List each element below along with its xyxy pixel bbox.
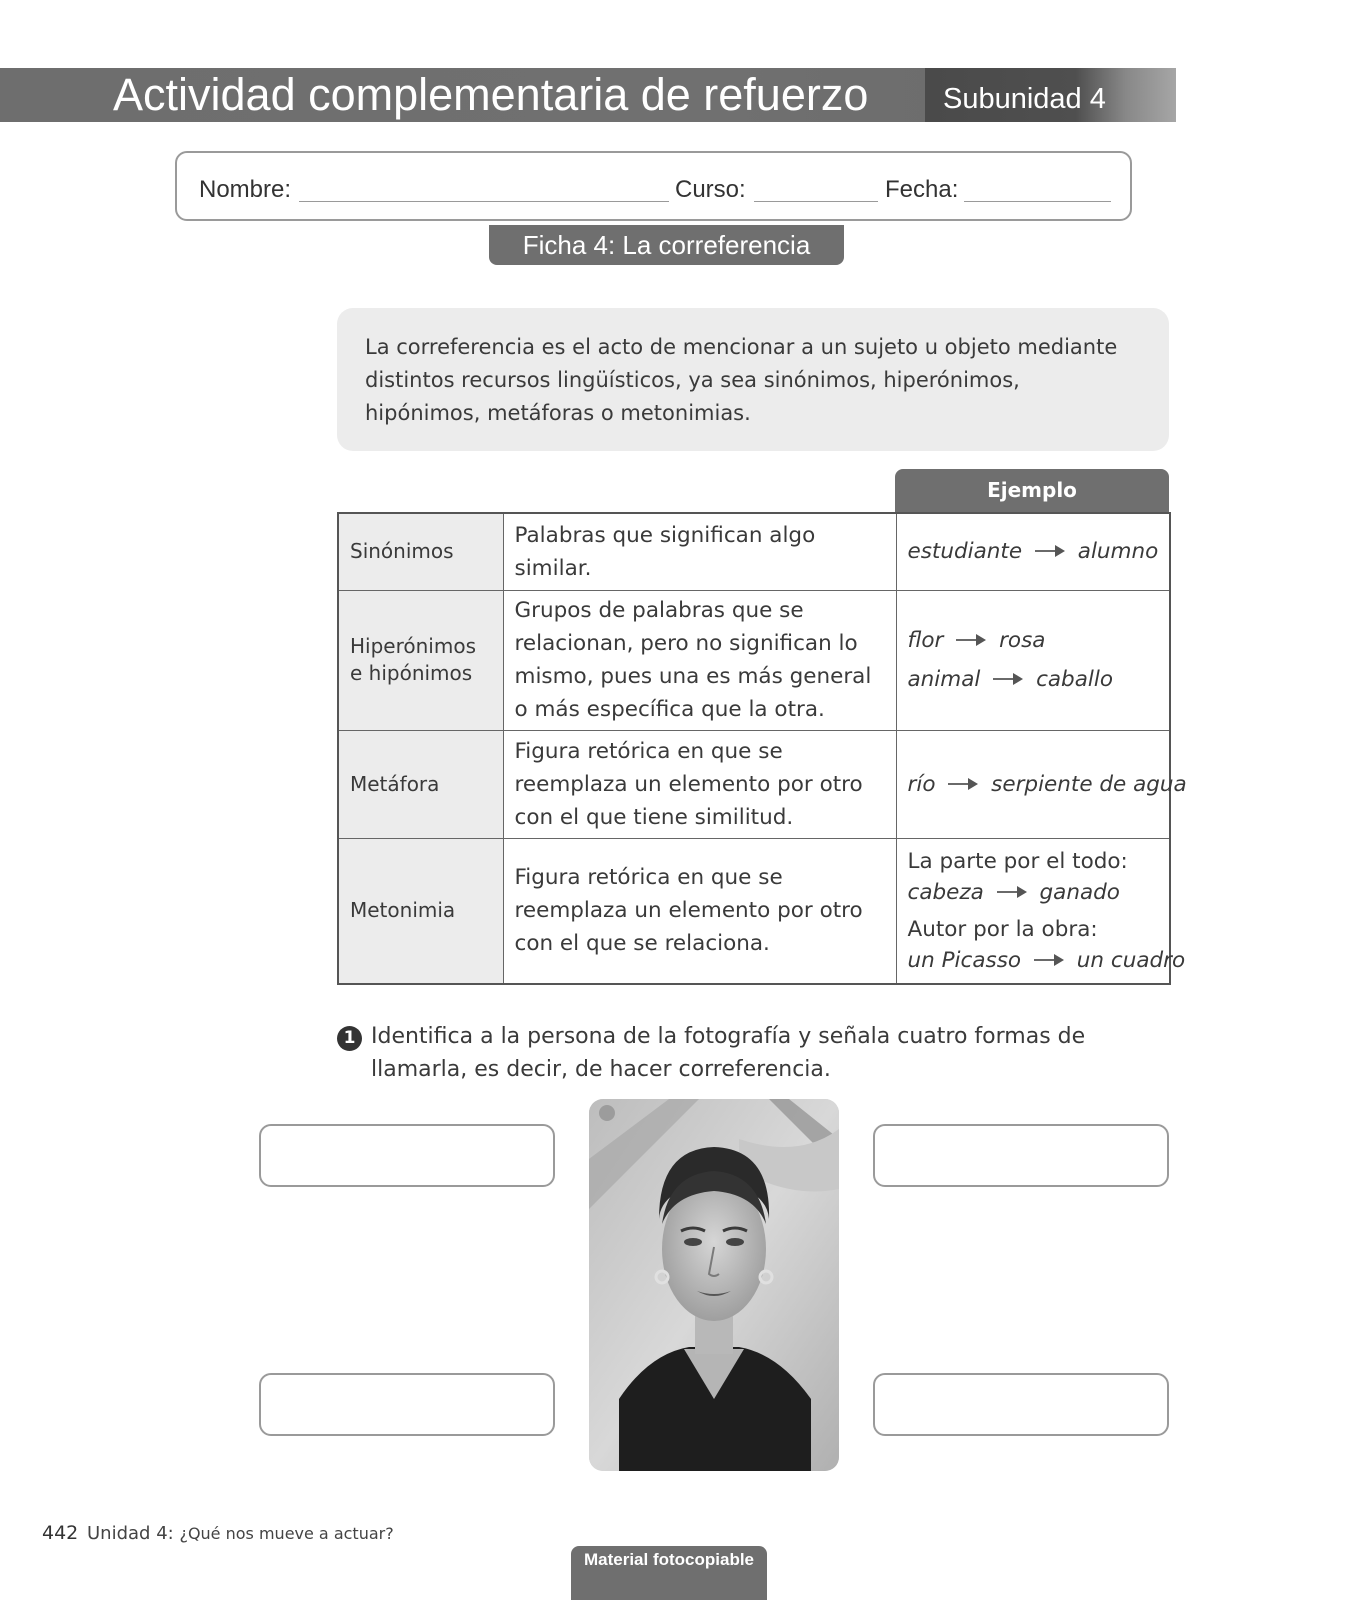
example-to: un cuadro — [1076, 947, 1186, 973]
example-category: La parte por el todo: — [907, 848, 1128, 874]
example-to: serpiente de agua — [991, 771, 1187, 797]
example-cell — [896, 590, 1170, 730]
example-cell — [896, 730, 1187, 838]
example-line — [908, 621, 1159, 660]
unit-label — [87, 1523, 394, 1544]
student-info-box — [175, 151, 1132, 221]
example-line — [907, 945, 1186, 976]
arrow-right-icon — [956, 633, 986, 647]
example-cell — [896, 838, 1186, 984]
unit-subtitle: ¿Qué nos mueve a actuar? — [179, 1524, 394, 1543]
example-column-header: Ejemplo — [895, 469, 1169, 512]
term-cell: Metáfora — [338, 730, 503, 838]
example-line — [908, 877, 1159, 908]
example-line — [908, 660, 1159, 699]
name-label: Nombre: — [199, 176, 292, 203]
example-line — [907, 768, 1187, 801]
name-field[interactable] — [299, 201, 669, 202]
arrow-right-icon — [948, 777, 978, 791]
term-cell: Metonimia — [338, 838, 503, 984]
table-row — [338, 838, 1170, 984]
term-cell: Hiperónimos e hipónimos — [338, 590, 503, 730]
course-field[interactable] — [754, 201, 878, 202]
answer-box-top-left[interactable] — [259, 1124, 555, 1187]
example-to: rosa — [999, 628, 1046, 653]
answer-box-bottom-right[interactable] — [873, 1373, 1169, 1436]
table-row — [338, 513, 1170, 590]
example-to: ganado — [1039, 879, 1120, 905]
term-cell: Sinónimos — [338, 513, 503, 590]
exercise-instruction: Identifica a la persona de la fotografía y señala cuatro formas de llamarla, es decir, de hacer correferencia. — [371, 1024, 1086, 1082]
person-photo — [589, 1099, 839, 1471]
arrow-right-icon — [997, 885, 1027, 899]
date-field[interactable] — [964, 201, 1111, 202]
portrait-image — [589, 1099, 839, 1471]
example-from: flor — [907, 628, 944, 653]
worksheet-title: Ficha 4: La correferencia — [489, 225, 844, 265]
course-label: Curso: — [675, 176, 746, 203]
table-row — [338, 590, 1170, 730]
example-to: caballo — [1036, 667, 1113, 692]
subunit-label: Subunidad 4 — [943, 83, 1106, 115]
definition-cell: Palabras que significan algo similar. — [503, 513, 896, 590]
page-number: 442 — [42, 1522, 79, 1544]
date-label: Fecha: — [885, 176, 959, 203]
answer-box-top-right[interactable] — [873, 1124, 1169, 1187]
example-to: alumno — [1077, 539, 1159, 565]
definition-cell: Figura retórica en que se reemplaza un elemento por otro con el que tiene similitud. — [503, 730, 896, 838]
answer-box-bottom-left[interactable] — [259, 1373, 555, 1436]
exercise-number: 1 — [337, 1026, 362, 1051]
definition-box — [337, 308, 1169, 451]
example-category: Autor por la obra: — [907, 916, 1098, 942]
example-cell — [896, 513, 1170, 590]
unit-name: Unidad 4: — [87, 1523, 174, 1544]
definition-cell: Grupos de palabras que se relacionan, pero no significan lo mismo, pues una es más general o más específica que la otra. — [503, 590, 896, 730]
arrow-right-icon — [1035, 544, 1065, 558]
example-from: río — [907, 771, 936, 797]
example-from: un Picasso — [907, 947, 1022, 973]
arrow-right-icon — [993, 672, 1023, 686]
example-from: estudiante — [907, 539, 1023, 565]
page-title: Actividad complementaria de refuerzo — [113, 69, 869, 120]
example-line — [908, 535, 1159, 568]
table-row — [338, 730, 1170, 838]
definition-text: La correferencia es el acto de mencionar a un sujeto u objeto mediante distintos recursos lingüísticos, ya sea sinónimos, hiperónimos, hipónimos, metáforas o metonimias. — [365, 335, 1118, 425]
example-from: cabeza — [907, 879, 984, 905]
photocopiable-badge: Material fotocopiable — [571, 1546, 767, 1600]
definition-cell: Figura retórica en que se reemplaza un elemento por otro con el que se relaciona. — [503, 838, 896, 984]
arrow-right-icon — [1034, 953, 1064, 967]
concept-table — [337, 512, 1187, 985]
example-from: animal — [907, 667, 981, 692]
